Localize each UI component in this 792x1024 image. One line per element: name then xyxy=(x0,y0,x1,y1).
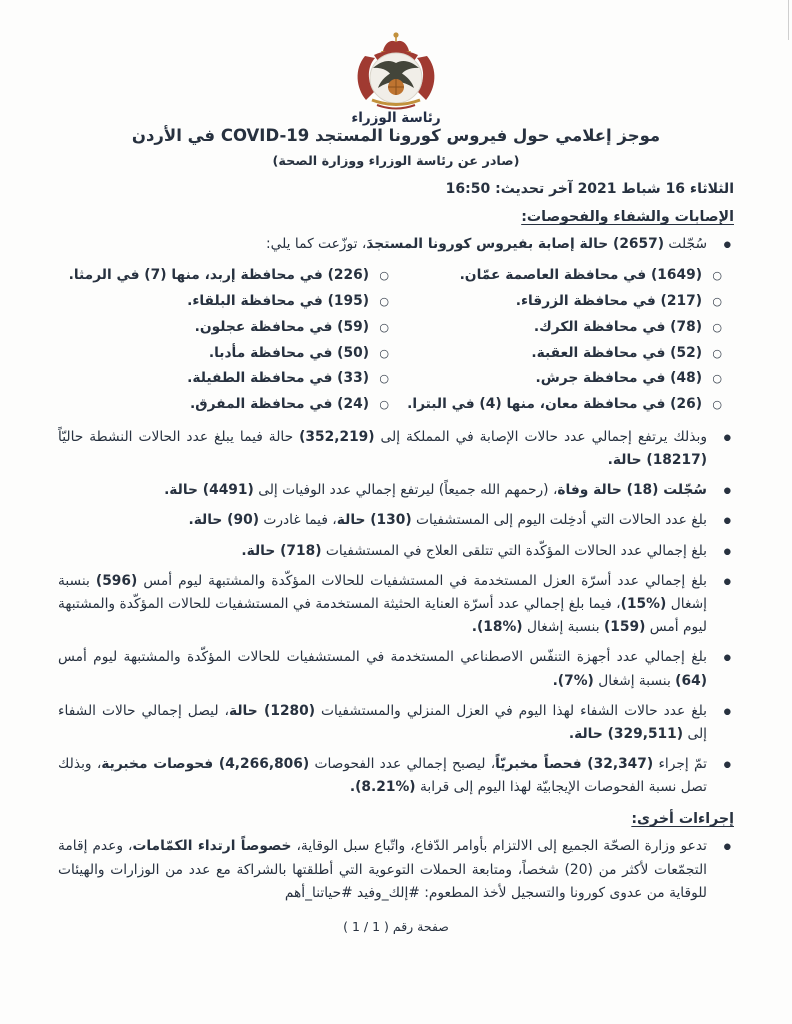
stats-section xyxy=(58,209,734,799)
stat-bullet-lab-tests: ● تمّ إجراء (32,347) فحصاً مخبريّاً، ليصبح إجمالي عدد الفحوصات (4,266,806) فحوصات مخبرية، وبذلك تصل نسبة الفحوصات الإيجابيّة لهذا اليوم إلى قرابة (%8.21). xyxy=(58,753,734,799)
scan-artifact xyxy=(788,0,789,40)
intro-list xyxy=(58,233,734,256)
stat-bullet-hospitalized-confirmed: ● بلغ إجمالي عدد الحالات المؤكّدة التي تتلقى العلاج في المستشفيات (718) حالة. xyxy=(58,540,734,563)
stat-bullet-hospital-admissions: ● بلغ عدد الحالات التي أدخِلت اليوم إلى المستشفيات (130) حالة، فيما غادرت (90) حالة. xyxy=(58,509,734,532)
other-bullet-list xyxy=(58,835,734,905)
page-subtitle: (صادر عن رئاسة الوزراء ووزارة الصحة) xyxy=(272,154,520,169)
list-item: ○ (78) في محافظة الكرك. xyxy=(391,315,724,341)
stats-bullet-list xyxy=(58,426,734,799)
date-line: الثلاثاء 16 شباط 2021 آخر تحديث: 16:50 xyxy=(445,181,734,197)
stat-bullet-isolation-icu-beds: ● بلغ إجمالي عدد أسرّة العزل المستخدمة في المستشفيات للحالات المؤكّدة والمشتبهة ليوم أمس (596) بنسبة إشغال (%15)، فيما بلغ إجمالي عدد أسرّة العناية الحثيثة المستخدمة في المستشفيات للحالات المؤكّدة والمشتبهة ليوم أمس (159) بنسبة إشغال (%18). xyxy=(58,570,734,640)
stats-section-heading: الإصابات والشفاء والفحوصات: xyxy=(521,209,734,225)
list-item: ○ (217) في محافظة الزرقاء. xyxy=(391,289,724,315)
list-item: ○ (59) في محافظة عجلون. xyxy=(58,315,391,341)
list-item: ○ (33) في محافظة الطفيلة. xyxy=(58,366,391,392)
list-item: ○ (50) في محافظة مأدبا. xyxy=(58,341,391,367)
intro-bullet: ● سُجّلت (2657) حالة إصابة بفيروس كورونا المستجدَ، توزّعت كما يلي: xyxy=(58,233,734,256)
stat-bullet-recoveries: ● بلغ عدد حالات الشفاء لهذا اليوم في العزل المنزلي والمستشفيات (1280) حالة، ليصل إجمالي حالات الشفاء إلى (329,511) حالة. xyxy=(58,700,734,746)
list-item: ○ (1649) في محافظة العاصمة عمّان. xyxy=(391,263,724,289)
stat-bullet-ventilators: ● بلغ إجمالي عدد أجهزة التنفّس الاصطناعي المستخدمة في المستشفيات للحالات المؤكّدة والمشتبهة ليوم أمس (64) بنسبة إشغال (%7). xyxy=(58,646,734,692)
document-header xyxy=(58,30,734,197)
list-item: ○ (24) في محافظة المفرق. xyxy=(58,392,391,418)
crown-icon xyxy=(383,41,409,51)
page-title: موجز إعلامي حول فيروس كورونا المستجد COVID-19 في الأردن xyxy=(131,126,661,145)
list-item: ○ (52) في محافظة العقبة. xyxy=(391,341,724,367)
stat-bullet-deaths: ● سُجّلت (18) حالة وفاة، (رحمهم الله جميعاً) ليرتفع إجمالي عدد الوفيات إلى (4491) حالة. xyxy=(58,479,734,502)
other-procedures-section xyxy=(58,811,734,905)
stat-bullet-total-cases: ● وبذلك يرتفع إجمالي عدد حالات الإصابة في المملكة إلى (352,219) حالة فيما يبلغ عدد الحالات النشطة حاليّاً (18217) حالة. xyxy=(58,426,734,472)
logo-container: رئاسة الوزراء xyxy=(58,30,734,118)
list-item: ○ (48) في محافظة جرش. xyxy=(391,366,724,392)
list-item: ○ (26) في محافظة معان، منها (4) في البترا. xyxy=(391,392,724,418)
list-item: ○ (195) في محافظة البلقاء. xyxy=(58,289,391,315)
governorates-column-left xyxy=(58,263,391,418)
crown-orb-icon xyxy=(393,32,398,37)
governorates-column-right xyxy=(391,263,724,418)
jordan-coat-of-arms-icon xyxy=(344,30,448,116)
eagle-head-icon xyxy=(393,64,398,69)
other-bullet-ministry-call: ● تدعو وزارة الصحّة الجميع إلى الالتزام بأوامر الدّفاع، واتّباع سبل الوقاية، خصوصاً ارتداء الكمّامات، وعدم إقامة التجمّعات لأكثر من (20) شخصاً، ومتابعة الحملات التوعوية التي أطلقتها بالشراكة مع عدد من الوزارات والهيئات للوقاية من عدوى كورونا والتسجيل لأخذ المطعوم: #إلك_وفيد #حياتنا_أهم xyxy=(58,835,734,905)
other-section-heading: إجراءات أخرى: xyxy=(631,811,734,828)
governorates-grid xyxy=(58,263,724,418)
page-number: صفحة رقم ( 1 / 1 ) xyxy=(343,918,449,934)
list-item: ○ (226) في محافظة إربد، منها (7) في الرمثا. xyxy=(58,263,391,289)
